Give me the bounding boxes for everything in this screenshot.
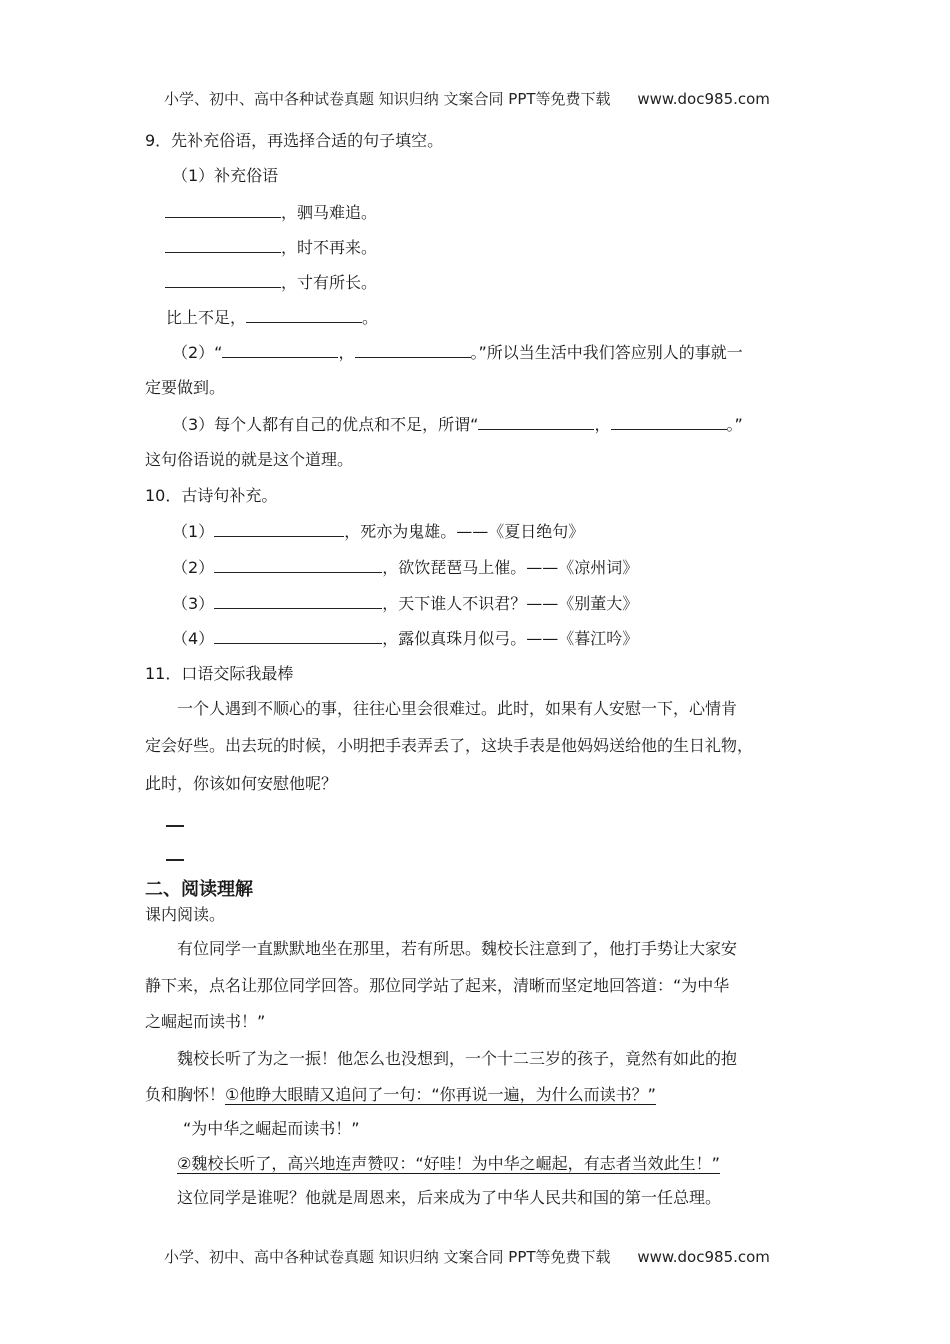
q10-item: （4） ，露似真珠月似弓。——《暮江吟》 bbox=[172, 625, 638, 649]
reading-line: 静下来，点名让那位同学回答。那位同学站了起来，清晰而坚定地回答道：“为中华 bbox=[145, 976, 730, 995]
q11-para-line: 定会好些。出去玩的时候，小明把手表弄丢了，这块手表是他妈妈送给他的生日礼物， bbox=[145, 736, 754, 755]
q11-para-line: 一个人遇到不顺心的事，往往心里会很难过。此时，如果有人安慰一下，心情肯 bbox=[177, 699, 738, 718]
answer-blank[interactable] bbox=[165, 269, 281, 288]
page-footer bbox=[164, 1246, 770, 1267]
reading-line: 之崛起而读书！” bbox=[145, 1012, 266, 1031]
answer-blank[interactable] bbox=[165, 234, 281, 253]
answer-blank[interactable] bbox=[214, 554, 382, 573]
q11-title: 11．口语交际我最棒 bbox=[145, 664, 294, 683]
answer-blank[interactable] bbox=[222, 339, 338, 358]
page-header bbox=[164, 88, 770, 109]
answer-blank[interactable] bbox=[214, 518, 344, 537]
answer-blank[interactable] bbox=[355, 339, 471, 358]
answer-blank[interactable] bbox=[246, 304, 362, 323]
q9-sub3-cont: 这句俗语说的就是这个道理。 bbox=[145, 450, 354, 469]
q9-title: 9．先补充俗语，再选择合适的句子填空。 bbox=[145, 131, 444, 150]
q9-sub2-cont: 定要做到。 bbox=[145, 378, 226, 397]
answer-blank[interactable] bbox=[214, 590, 382, 609]
q10-title: 10．古诗句补充。 bbox=[145, 486, 278, 505]
answer-blank[interactable] bbox=[214, 625, 382, 644]
q9-line2: ，时不再来。 bbox=[165, 234, 377, 258]
q9-sub3: （3）每个人都有自己的优点和不足，所谓“ ， 。” bbox=[172, 411, 743, 435]
underlined-sentence-2: ②魏校长听了，高兴地连声赞叹：“好哇！为中华之崛起，有志者当效此生！” bbox=[177, 1154, 720, 1173]
header-url: www.doc985.com bbox=[637, 90, 770, 108]
q9-line3: ，寸有所长。 bbox=[165, 269, 377, 293]
q9-sub2: （2）“ ， 。”所以当生活中我们答应别人的事就一 bbox=[172, 339, 743, 363]
q11-para-line: 此时，你该如何安慰他呢？ bbox=[145, 774, 338, 793]
underlined-sentence-1: ①他睁大眼睛又追问了一句：“你再说一遍，为什么而读书？” bbox=[225, 1085, 656, 1104]
reading-line: 有位同学一直默默地坐在那里，若有所思。魏校长注意到了，他打手势让大家安 bbox=[177, 939, 738, 958]
reading-line: 这位同学是谁呢？他就是周恩来，后来成为了中华人民共和国的第一任总理。 bbox=[177, 1188, 722, 1207]
q9-line4: 比上不足， 。 bbox=[166, 304, 378, 328]
answer-line[interactable] bbox=[166, 812, 184, 831]
reading-line: 负和胸怀！①他睁大眼睛又追问了一句：“你再说一遍，为什么而读书？” bbox=[145, 1085, 656, 1104]
q9-line1: ，驷马难追。 bbox=[165, 199, 377, 223]
answer-blank[interactable] bbox=[165, 199, 281, 218]
section-intro: 课内阅读。 bbox=[145, 905, 226, 924]
section-title: 二、阅读理解 bbox=[145, 879, 253, 900]
q10-item: （1） ，死亦为鬼雄。——《夏日绝句》 bbox=[172, 518, 584, 542]
footer-text: 小学、初中、高中各种试卷真题 知识归纳 文案合同 PPT等免费下载 bbox=[164, 1248, 611, 1266]
answer-line[interactable] bbox=[166, 846, 184, 865]
footer-url: www.doc985.com bbox=[637, 1248, 770, 1266]
answer-blank[interactable] bbox=[611, 411, 727, 430]
q10-item: （3） ，天下谁人不识君？——《别董大》 bbox=[172, 590, 638, 614]
reading-line: 魏校长听了为之一振！他怎么也没想到，一个十二三岁的孩子，竟然有如此的抱 bbox=[177, 1049, 738, 1068]
reading-quote: “为中华之崛起而读书！” bbox=[183, 1119, 360, 1138]
q10-item: （2） ，欲饮琵琶马上催。——《凉州词》 bbox=[172, 554, 638, 578]
q9-sub1: （1）补充俗语 bbox=[172, 166, 279, 185]
answer-blank[interactable] bbox=[478, 411, 594, 430]
header-text: 小学、初中、高中各种试卷真题 知识归纳 文案合同 PPT等免费下载 bbox=[164, 90, 611, 108]
